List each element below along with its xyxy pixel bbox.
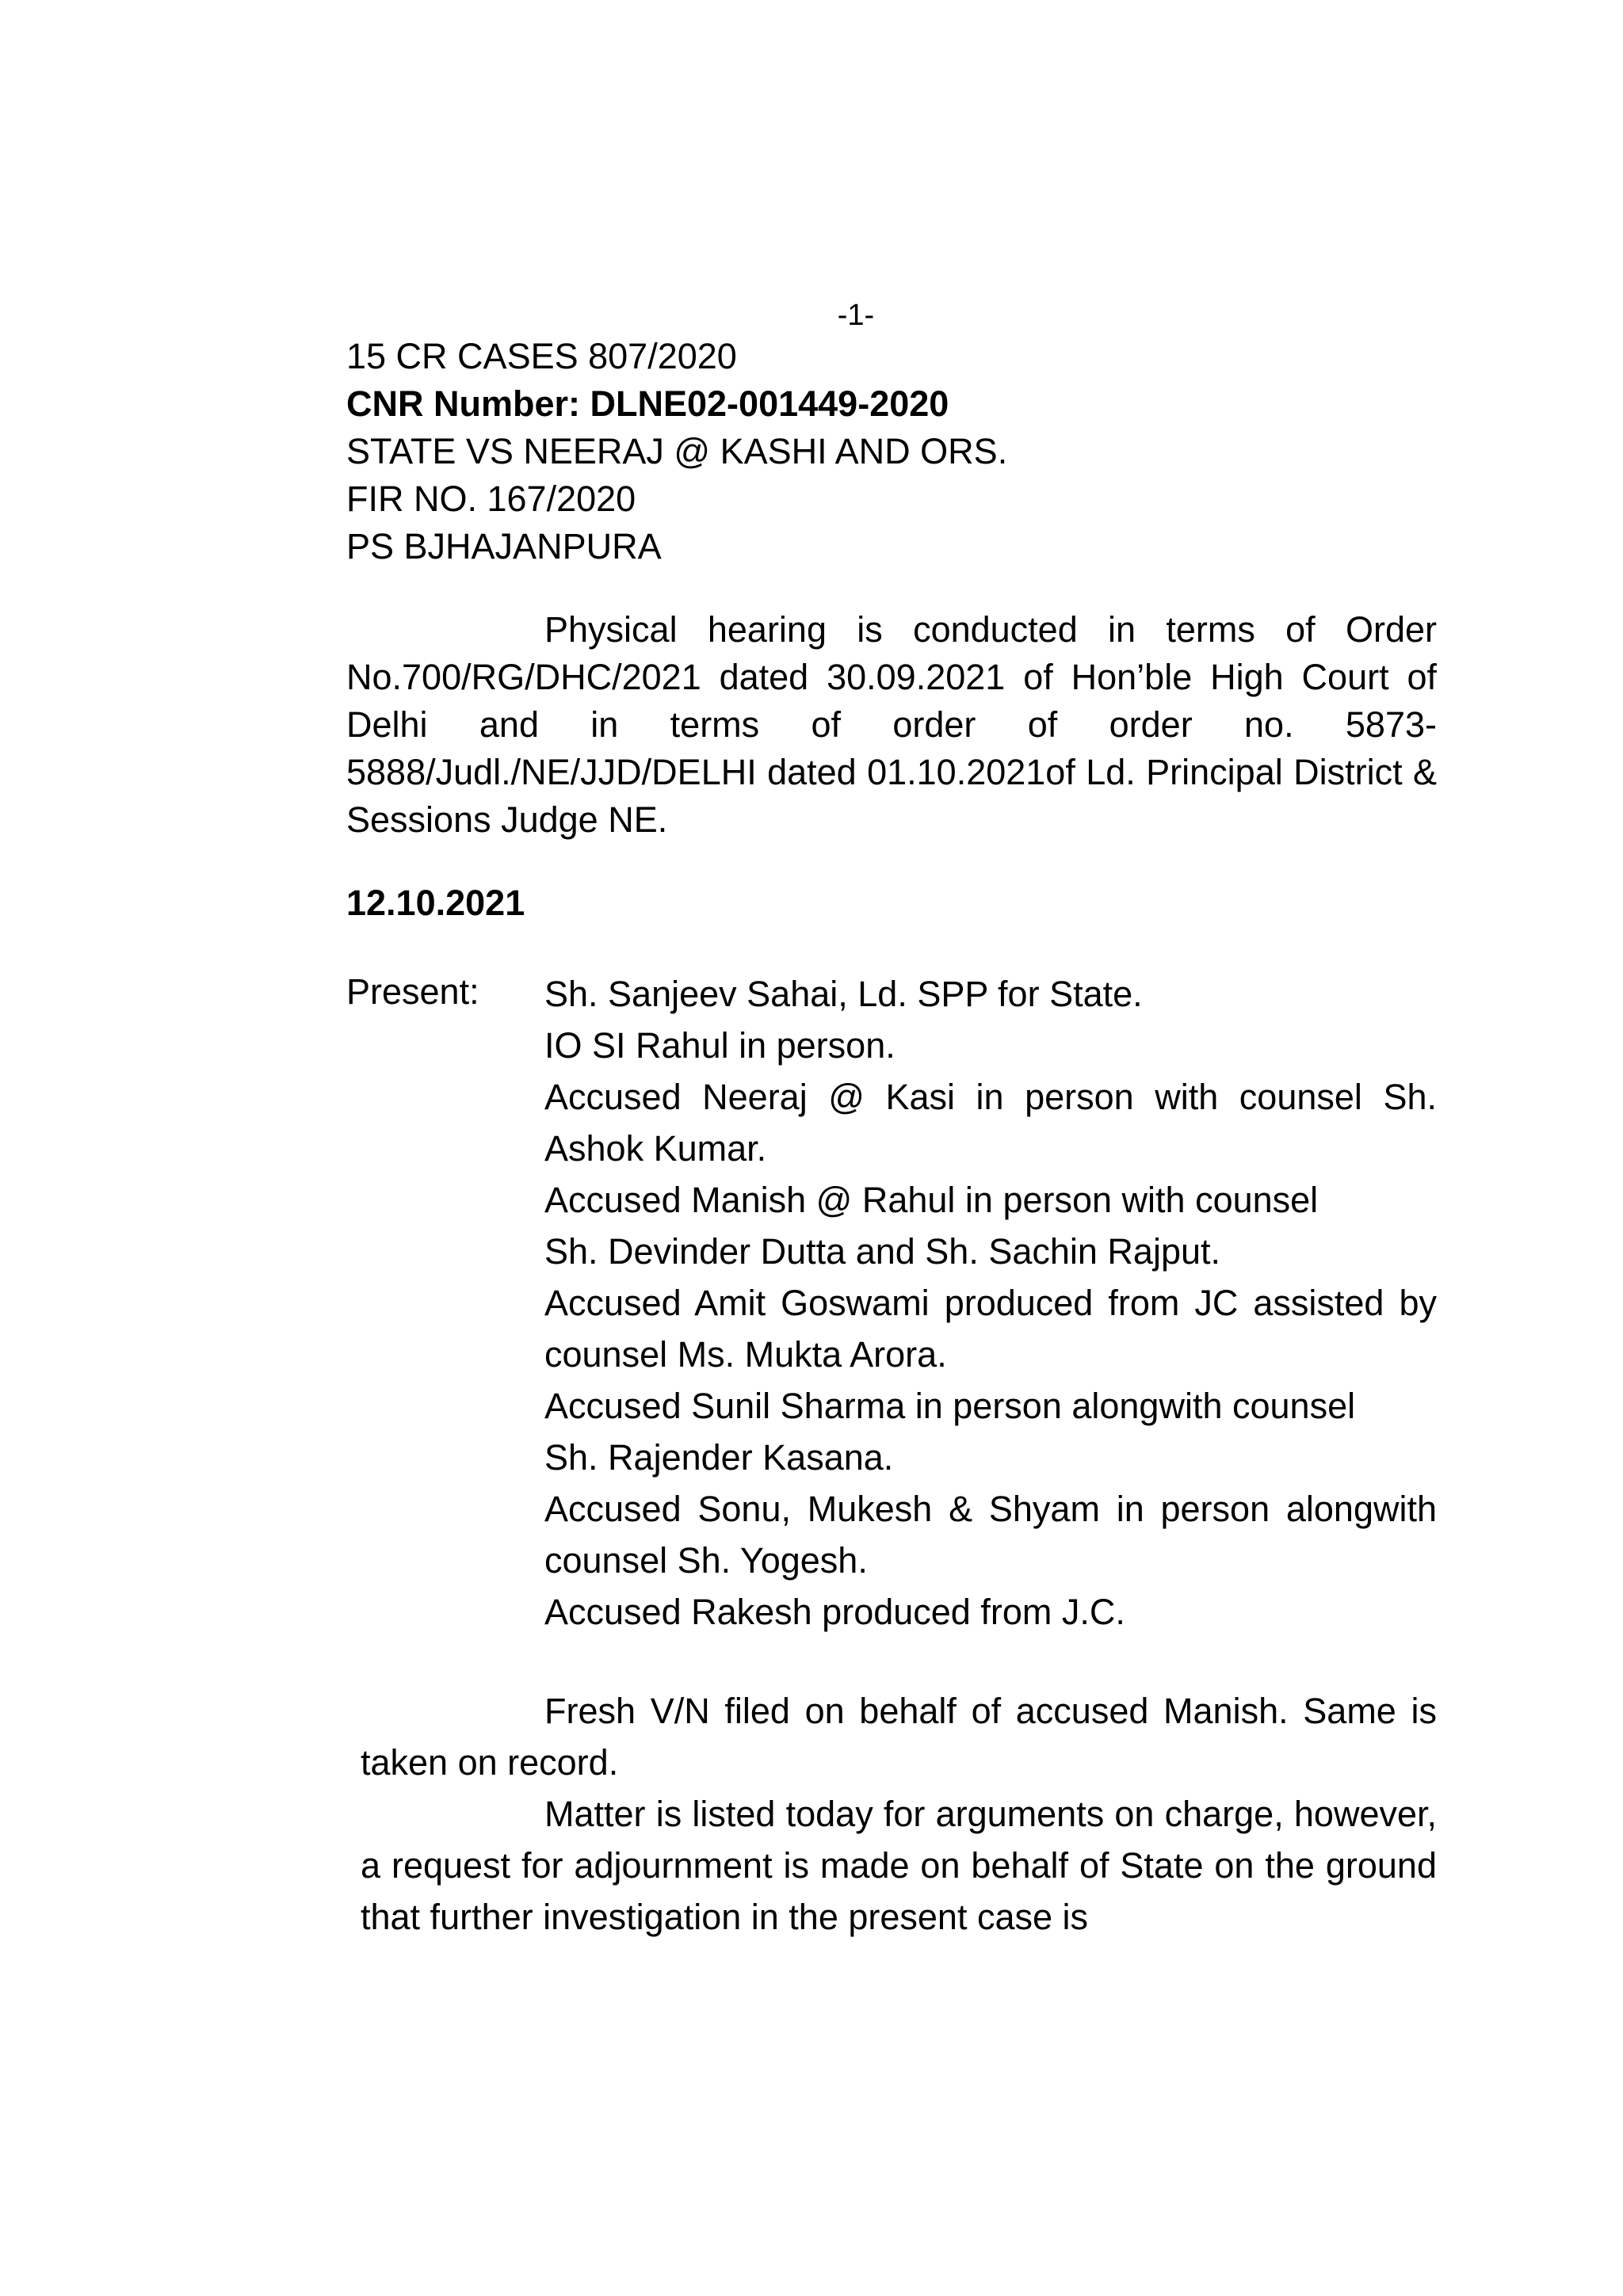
present-label: Present:: [346, 971, 479, 1012]
vn-paragraph: Fresh V/N filed on behalf of accused Manish. Same is taken on record.: [361, 1691, 1437, 1783]
present-item: Accused Sunil Sharma in person alongwith counsel Sh. Rajender Kasana.: [544, 1386, 1356, 1478]
case-number: 15 CR CASES 807/2020: [346, 336, 737, 376]
present-item: Accused Manish @ Rahul in person with counsel Sh. Devinder Dutta and Sh. Sachin Rajput.: [544, 1180, 1319, 1272]
intro-paragraph: Physical hearing is conducted in terms of Order No.700/RG/DHC/2021 dated 30.09.2021 of Hon’ble High Court of Delhi and in terms of order of order no. 5873-5888/Judl./NE/JJD/DELHI dated 01.10.2021of Ld. Principal District & Sessions Judge NE.: [346, 609, 1437, 840]
case-parties: STATE VS NEERAJ @ KASHI AND ORS.: [346, 431, 1008, 471]
hearing-date: 12.10.2021: [346, 883, 525, 923]
case-header: [346, 333, 1440, 570]
present-item: Sh. Sanjeev Sahai, Ld. SPP for State.: [544, 974, 1143, 1014]
present-list: [544, 968, 1437, 1638]
present-item: IO SI Rahul in person.: [544, 1025, 896, 1066]
cnr-number: CNR Number: DLNE02-001449-2020: [346, 383, 949, 424]
present-item: Accused Sonu, Mukesh & Shyam in person alongwith counsel Sh. Yogesh.: [544, 1489, 1437, 1581]
police-station: PS BJHAJANPURA: [346, 526, 662, 566]
fir-number: FIR NO. 167/2020: [346, 479, 636, 519]
present-item: Accused Neeraj @ Kasi in person with counsel Sh. Ashok Kumar.: [544, 1077, 1437, 1169]
matter-paragraph: Matter is listed today for arguments on charge, however, a request for adjournment is made on behalf of State on the ground that further investigation in the present case is: [361, 1794, 1437, 1937]
present-item: Accused Rakesh produced from J.C.: [544, 1592, 1125, 1632]
present-item: Accused Amit Goswami produced from JC assisted by counsel Ms. Mukta Arora.: [544, 1283, 1437, 1375]
page-number: -1-: [837, 299, 875, 332]
